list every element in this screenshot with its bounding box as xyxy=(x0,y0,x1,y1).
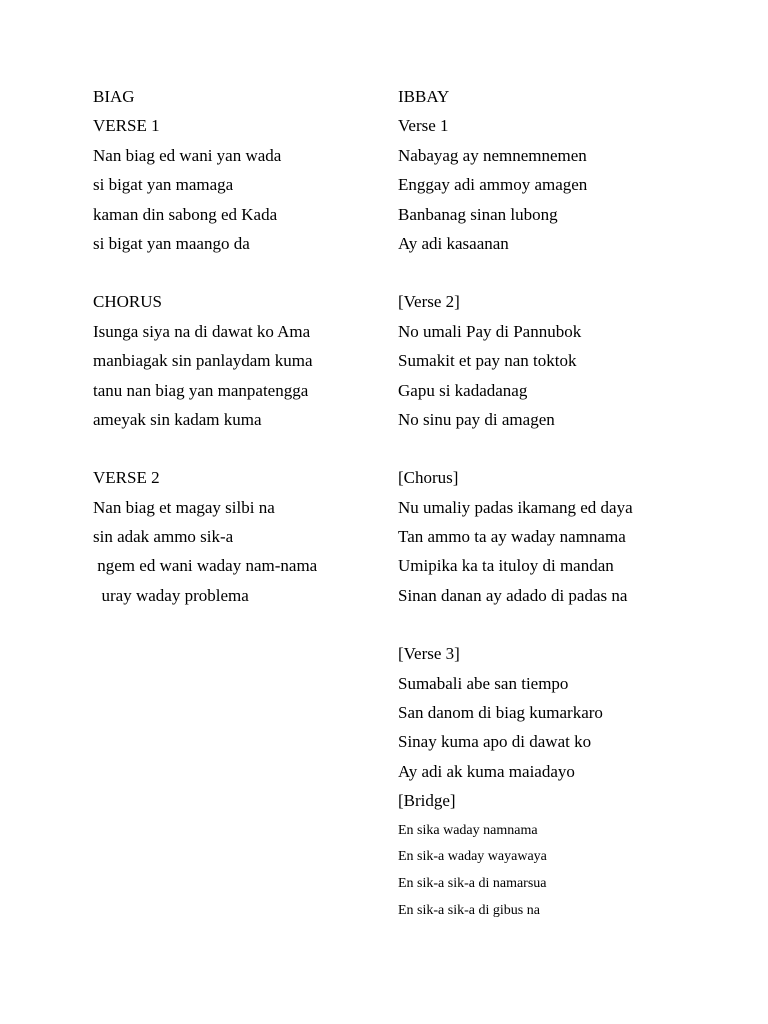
lyric-line: No umali Pay di Pannubok xyxy=(398,321,582,341)
lyric-line: Ay adi kasaanan xyxy=(398,233,509,253)
lyric-line: Isunga siya na di dawat ko Ama xyxy=(93,321,311,341)
lyric-line: tanu nan biag yan manpatengga xyxy=(93,380,309,400)
lyric-line: Nu umaliy padas ikamang ed daya xyxy=(398,497,633,517)
lyric-line: Sinay kuma apo di dawat ko xyxy=(398,732,592,752)
lyric-line: Gapu si kadadanag xyxy=(398,380,528,400)
lyric-line: En sik-a sik-a di gibus na xyxy=(398,902,540,918)
lyric-line: si bigat yan maango da xyxy=(93,233,250,253)
stanza-gap xyxy=(93,261,383,290)
section-heading: [Verse 3] xyxy=(398,644,460,664)
lyric-line: Ay adi ak kuma maiadayo xyxy=(398,761,575,781)
song-title: BIAG xyxy=(93,87,135,106)
lyric-line: Nan biag et magay silbi na xyxy=(93,497,275,517)
section-heading: [Bridge] xyxy=(398,791,456,811)
stanza-gap xyxy=(398,613,738,642)
song-title: IBBAY xyxy=(398,87,450,106)
right-lyrics-column xyxy=(398,85,738,925)
lyric-line: Nan biag ed wani yan wada xyxy=(93,145,282,165)
lyric-line: Enggay adi ammoy amagen xyxy=(398,175,588,195)
section-heading: VERSE 2 xyxy=(93,468,160,488)
lyric-line: San danom di biag kumarkaro xyxy=(398,703,603,723)
lyric-line: kaman din sabong ed Kada xyxy=(93,204,278,224)
left-lyrics-column xyxy=(93,85,383,613)
lyric-line: Banbanag sinan lubong xyxy=(398,204,558,224)
lyric-line: sin adak ammo sik-a xyxy=(93,527,234,547)
section-heading: CHORUS xyxy=(93,292,162,312)
section-heading: Verse 1 xyxy=(398,116,449,136)
lyric-line: Umipika ka ta ituloy di mandan xyxy=(398,556,614,576)
section-heading: [Verse 2] xyxy=(398,292,460,312)
section-heading: VERSE 1 xyxy=(93,116,160,136)
lyric-line: Tan ammo ta ay waday namnama xyxy=(398,527,626,547)
lyric-line: Sumabali abe san tiempo xyxy=(398,673,569,693)
lyric-line: Sinan danan ay adado di padas na xyxy=(398,585,628,605)
stanza-gap xyxy=(398,437,738,466)
lyric-line: ameyak sin kadam kuma xyxy=(93,409,262,429)
lyric-line: ngem ed wani waday nam-nama xyxy=(93,556,318,576)
lyric-line: manbiagak sin panlaydam kuma xyxy=(93,351,313,371)
lyric-line: Nabayag ay nemnemnemen xyxy=(398,145,587,165)
lyric-line: uray waday problema xyxy=(93,585,249,605)
lyric-line: si bigat yan mamaga xyxy=(93,175,234,195)
lyric-line: En sik-a sik-a di namarsua xyxy=(398,875,547,891)
lyric-line: Sumakit et pay nan toktok xyxy=(398,351,577,371)
lyric-line: En sika waday namnama xyxy=(398,822,538,838)
section-heading: [Chorus] xyxy=(398,468,459,488)
lyric-line: No sinu pay di amagen xyxy=(398,409,555,429)
stanza-gap xyxy=(93,437,383,466)
lyric-line: En sik-a waday wayawaya xyxy=(398,849,547,865)
stanza-gap xyxy=(398,261,738,290)
